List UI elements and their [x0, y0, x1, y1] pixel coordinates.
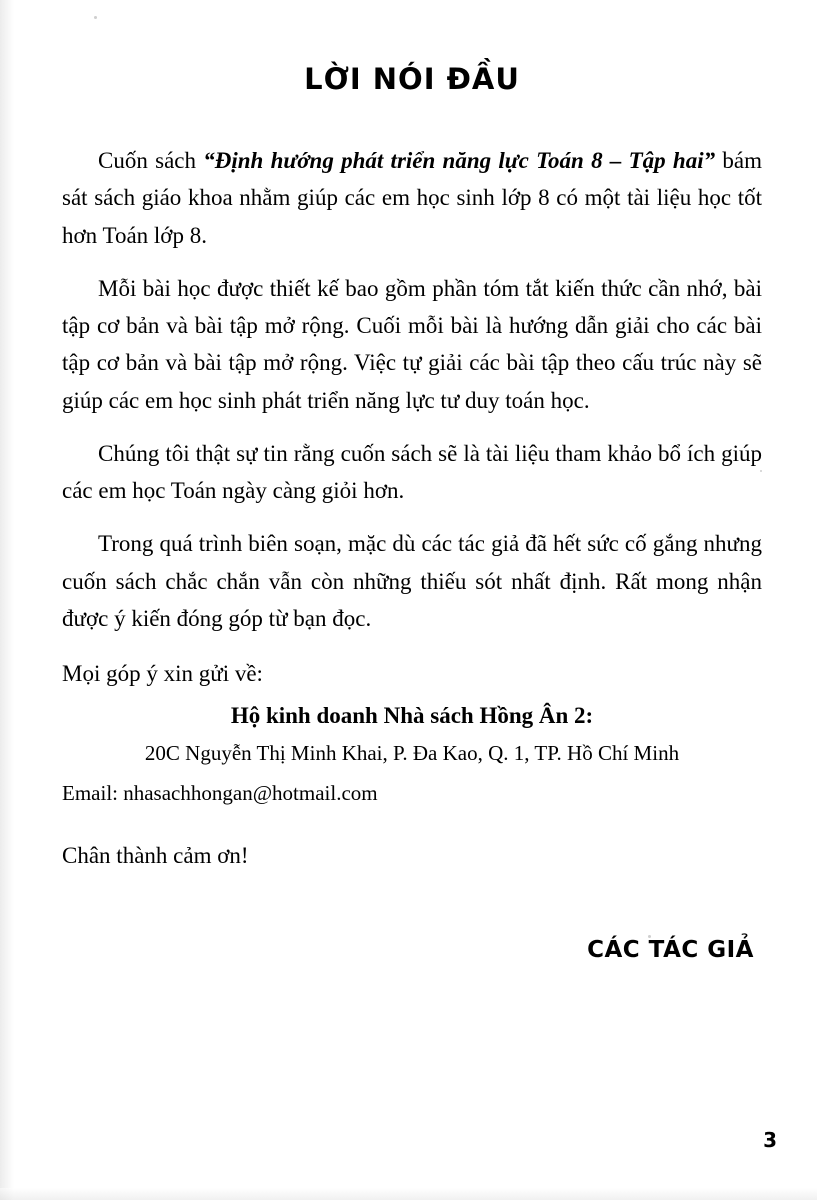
page-title: LỜI NÓI ĐẦU	[304, 62, 520, 96]
contact-address: 20C Nguyễn Thị Minh Khai, P. Đa Kao, Q. 1, TP. Hồ Chí Minh	[144, 741, 680, 766]
page-content	[62, 0, 762, 1200]
paragraph-1	[62, 142, 762, 254]
paragraph-3: Chúng tôi thật sự tin rằng cuốn sách sẽ là tài liệu tham khảo bổ ích giúp các em học Toán ngày càng giỏi hơn.	[62, 440, 762, 503]
paragraph-4: Trong quá trình biên soạn, mặc dù các tác giả đã hết sức cố gắng nhưng cuốn sách chắc chắn vẫn còn những thiếu sót nhất định. Rất mong nhận được ý kiến đóng góp từ bạn đọc.	[62, 531, 762, 631]
page-number: 3	[763, 1128, 777, 1152]
page-edge-shadow-left	[0, 0, 14, 1200]
contact-email: Email: nhasachhongan@hotmail.com	[62, 780, 378, 805]
contact-block	[62, 655, 762, 810]
authors-signature: CÁC TÁC GIẢ	[587, 937, 754, 964]
feedback-intro: Mọi góp ý xin gửi về:	[62, 661, 263, 686]
preface-body	[62, 142, 762, 963]
contact-name: Hộ kinh doanh Nhà sách Hồng Ân 2:	[230, 703, 594, 729]
thanks-line: Chân thành cảm ơn!	[62, 843, 249, 869]
paragraph-1-rest: bám sát sách giáo khoa nhằm giúp các em học sinh lớp 8 có một tài liệu học tốt hơn Toán lớp 8.	[62, 148, 762, 248]
book-title-emphasis: “Định hướng phát triển năng lực Toán 8 – Tập hai”	[203, 148, 716, 173]
paragraph-1-lead: Cuốn sách	[98, 148, 204, 173]
paragraph-2: Mỗi bài học được thiết kế bao gồm phần tóm tắt kiến thức cần nhớ, bài tập cơ bản và bài tập mở rộng. Cuối mỗi bài là hướng dẫn giải cho các bài tập cơ bản và bài tập mở rộng. Việc tự giải các bài tập theo cấu trúc này sẽ giúp các em học sinh phát triển năng lực tư duy toán học.	[62, 275, 762, 413]
